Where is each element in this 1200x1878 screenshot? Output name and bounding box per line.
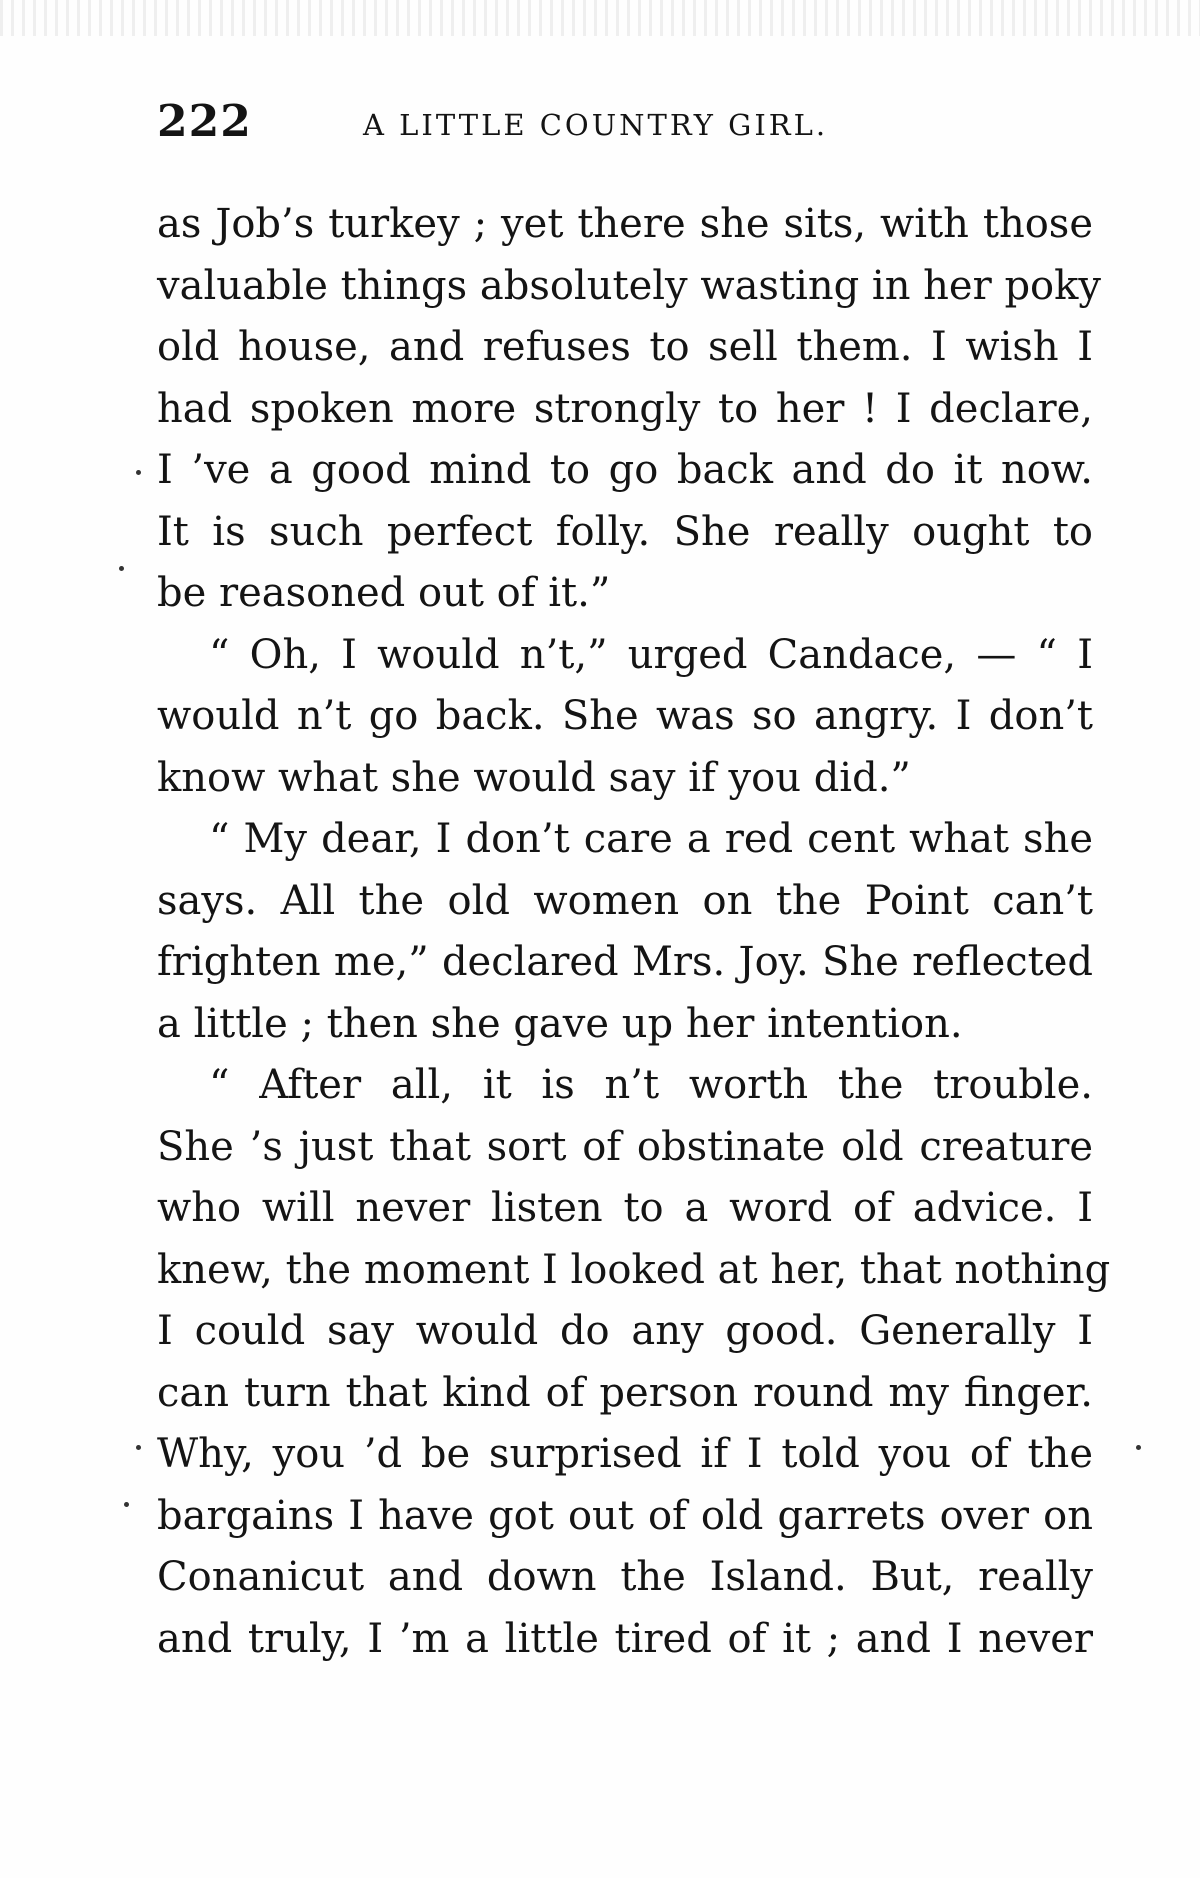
text-line: knew, the moment I looked at her, that nothing (157, 1246, 1111, 1293)
scan-speck (124, 1502, 129, 1507)
text-line: old house, and refuses to sell them. I wish I (157, 324, 1093, 370)
scan-speck (119, 566, 124, 571)
text-line: can turn that kind of person round my finger. (157, 1369, 1093, 1416)
scan-speck (136, 470, 141, 475)
text-line: valuable things absolutely wasting in her poky (157, 262, 1101, 309)
text-line: would n’t go back. She was so angry. I don’t (157, 693, 1093, 739)
text-line: and truly, I ’m a little tired of it ; and I never (157, 1615, 1093, 1662)
text-line: Why, you ’d be surprised if I told you of the (157, 1431, 1093, 1477)
text-line: know what she would say if you did.” (157, 754, 911, 801)
page-number: 222 (157, 96, 252, 147)
text-line: who will never listen to a word of advice. I (157, 1185, 1093, 1231)
running-head (157, 96, 1097, 156)
scan-speck (1136, 1445, 1141, 1450)
text-line: as Job’s turkey ; yet there she sits, with those (157, 201, 1093, 247)
text-line: Conanicut and down the Island. But, really (157, 1554, 1093, 1600)
text-line: I could say would do any good. Generally I (157, 1308, 1093, 1354)
scan-speck (136, 1445, 141, 1450)
running-title: A LITTLE COUNTRY GIRL. (363, 108, 829, 142)
scan-noise-top (0, 0, 1200, 36)
text-line: “ Oh, I would n’t,” urged Candace, — “ I (209, 631, 1093, 678)
text-line: It is such perfect folly. She really ought to (157, 508, 1093, 555)
text-line: “ My dear, I don’t care a red cent what she (209, 816, 1093, 862)
text-line: be reasoned out of it.” (157, 570, 611, 616)
text-line: bargains I have got out of old garrets over on (157, 1492, 1093, 1539)
text-line: She ’s just that sort of obstinate old creature (157, 1123, 1093, 1170)
text-line: says. All the old women on the Point can’t (157, 877, 1093, 924)
text-line: a little ; then she gave up her intention. (157, 1000, 963, 1047)
text-line: frighten me,” declared Mrs. Joy. She reflected (157, 939, 1093, 985)
text-line: I ’ve a good mind to go back and do it now. (157, 447, 1093, 493)
body-text (157, 194, 1111, 1670)
text-line: “ After all, it is n’t worth the trouble. (209, 1062, 1093, 1108)
text-line: had spoken more strongly to her ! I declare, (157, 385, 1093, 432)
